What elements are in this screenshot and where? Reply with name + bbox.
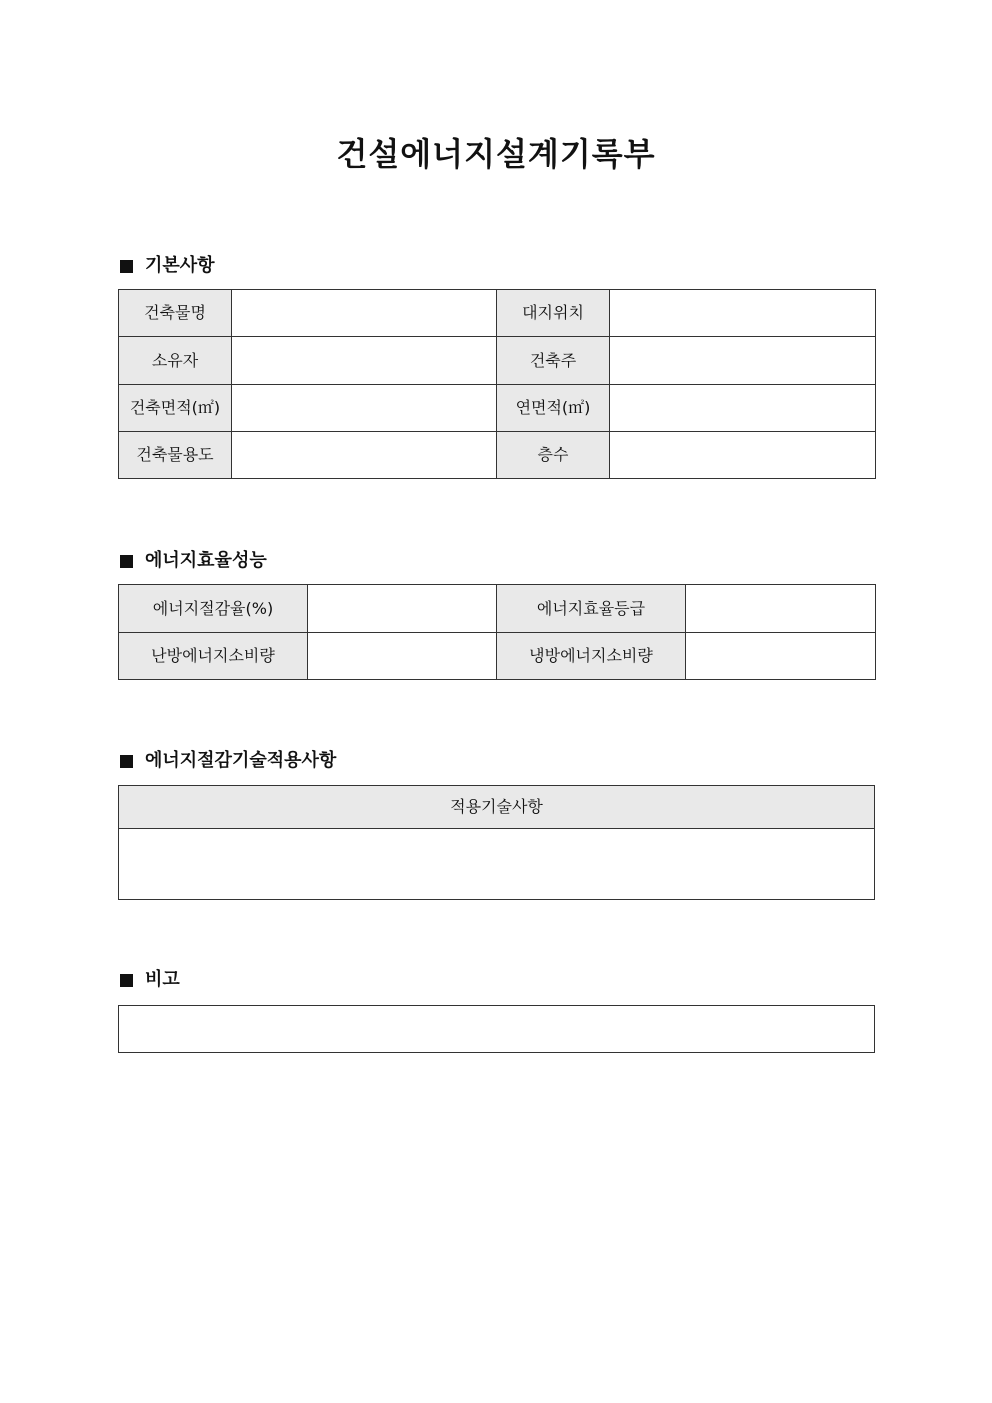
remarks-field[interactable] (119, 1006, 875, 1053)
table-row (119, 786, 875, 829)
square-bullet-icon (120, 555, 133, 568)
energy-efficiency-grade-label: 에너지효율등급 (497, 585, 686, 633)
building-name-field[interactable] (232, 290, 497, 337)
client-field[interactable] (610, 337, 876, 385)
energy-performance-table (118, 584, 876, 680)
table-row (119, 385, 876, 432)
owner-label: 소유자 (119, 337, 232, 385)
table-row (119, 290, 876, 337)
building-use-label: 건축물용도 (119, 432, 232, 479)
applied-tech-field[interactable] (119, 829, 875, 900)
building-name-label: 건축물명 (119, 290, 232, 337)
square-bullet-icon (120, 755, 133, 768)
section-heading-energy-performance (120, 549, 267, 573)
table-row (119, 337, 876, 385)
floors-field[interactable] (610, 432, 876, 479)
heating-energy-label: 난방에너지소비량 (119, 633, 308, 680)
owner-field[interactable] (232, 337, 497, 385)
site-location-field[interactable] (610, 290, 876, 337)
heating-energy-field[interactable] (308, 633, 497, 680)
square-bullet-icon (120, 260, 133, 273)
section-title: 에너지효율성능 (145, 550, 267, 571)
building-use-field[interactable] (232, 432, 497, 479)
table-row (119, 633, 876, 680)
cooling-energy-field[interactable] (686, 633, 876, 680)
square-bullet-icon (120, 974, 133, 987)
energy-saving-rate-label: 에너지절감율(%) (119, 585, 308, 633)
section-title: 기본사항 (145, 255, 215, 276)
cooling-energy-label: 냉방에너지소비량 (497, 633, 686, 680)
table-row (119, 432, 876, 479)
remarks-table (118, 1005, 875, 1053)
section-title: 에너지절감기술적용사항 (145, 750, 337, 771)
document-title: 건설에너지설계기록부 (336, 135, 656, 173)
section-heading-basic-info (120, 254, 215, 278)
energy-saving-tech-table (118, 785, 875, 900)
table-row (119, 1006, 875, 1053)
energy-saving-rate-field[interactable] (308, 585, 497, 633)
section-title: 비고 (145, 969, 180, 990)
building-area-label: 건축면적(㎡) (119, 385, 232, 432)
floors-label: 층수 (497, 432, 610, 479)
applied-tech-header: 적용기술사항 (119, 786, 875, 829)
client-label: 건축주 (497, 337, 610, 385)
site-location-label: 대지위치 (497, 290, 610, 337)
section-heading-energy-saving-tech (120, 749, 336, 773)
total-floor-area-label: 연면적(㎡) (497, 385, 610, 432)
energy-efficiency-grade-field[interactable] (686, 585, 876, 633)
building-area-field[interactable] (232, 385, 497, 432)
table-row (119, 829, 875, 900)
table-row (119, 585, 876, 633)
total-floor-area-field[interactable] (610, 385, 876, 432)
basic-info-table (118, 289, 876, 479)
section-heading-remarks (120, 968, 180, 992)
